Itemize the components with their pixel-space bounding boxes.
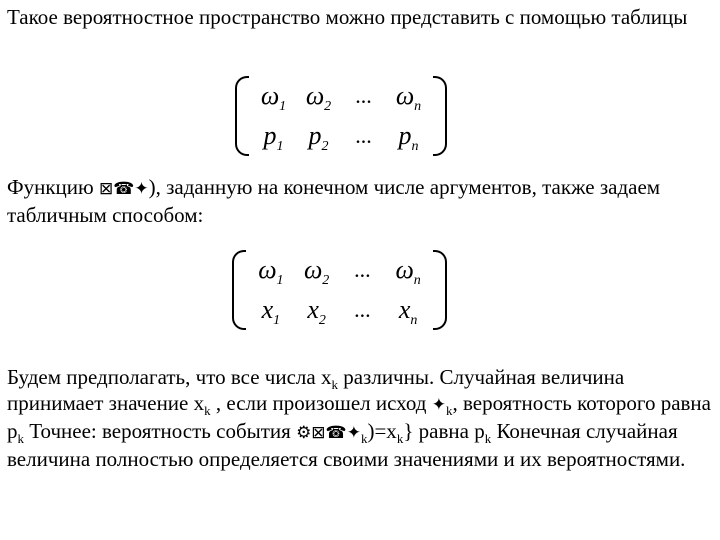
matrix-cell: $x_2$ <box>307 295 326 329</box>
matrix-grid <box>251 76 431 156</box>
matrix-cell: $\omega_n$ <box>395 81 422 115</box>
matrix-ellipsis: ... <box>354 297 371 322</box>
right-parenthesis <box>433 76 447 156</box>
left-parenthesis <box>232 250 246 330</box>
right-parenthesis <box>433 250 447 330</box>
matrix-cell: $\omega_1$ <box>258 255 284 289</box>
glyph-symbol: ✦ <box>431 395 446 415</box>
matrix-cell: $p_1$ <box>263 121 284 155</box>
matrix-ellipsis: ... <box>355 123 372 148</box>
paragraph-intro: Такое вероятностное пространство можно представить с помощью таблицы <box>7 5 688 29</box>
matrix-grid <box>248 250 431 330</box>
matrix-ellipsis: ... <box>355 83 372 108</box>
matrix-cell: $p_2$ <box>308 121 329 155</box>
matrix-cell: $p_n$ <box>398 121 419 155</box>
matrix-cell: $x_n$ <box>398 295 418 329</box>
paragraph-random-variable: Будем предполагать, что все числа $x_k$ различны. Случайная величина принимает значение $x_k$ , если произошел исход $✦_k$, вероятность которого равна $p_k$ Точнее: вероятность события $⚙⊠☎✦_k)=x_k$} равна $p_k$ Конечная случайная величина полностью определяется своими значениями и их вероятностями. <box>7 365 711 471</box>
matrix-outcomes-probabilities <box>235 76 447 156</box>
matrix-cell: $\omega_2$ <box>305 81 332 115</box>
matrix-ellipsis: ... <box>354 257 371 282</box>
paragraph-function: Функцию ⊠☎✦), заданную на конечном числе аргументов, также задаем табличным способом: <box>7 175 661 227</box>
matrix-cell: $\omega_2$ <box>303 255 330 289</box>
matrix-cell: $x_1$ <box>261 295 281 329</box>
glyph-symbols: ⊠☎✦ <box>98 179 149 199</box>
glyph-symbols: ⚙⊠☎✦ <box>296 423 361 443</box>
matrix-outcomes-values <box>232 250 447 330</box>
matrix-cell: $\omega_n$ <box>395 255 421 289</box>
matrix-cell: $\omega_1$ <box>260 81 287 115</box>
left-parenthesis <box>235 76 249 156</box>
